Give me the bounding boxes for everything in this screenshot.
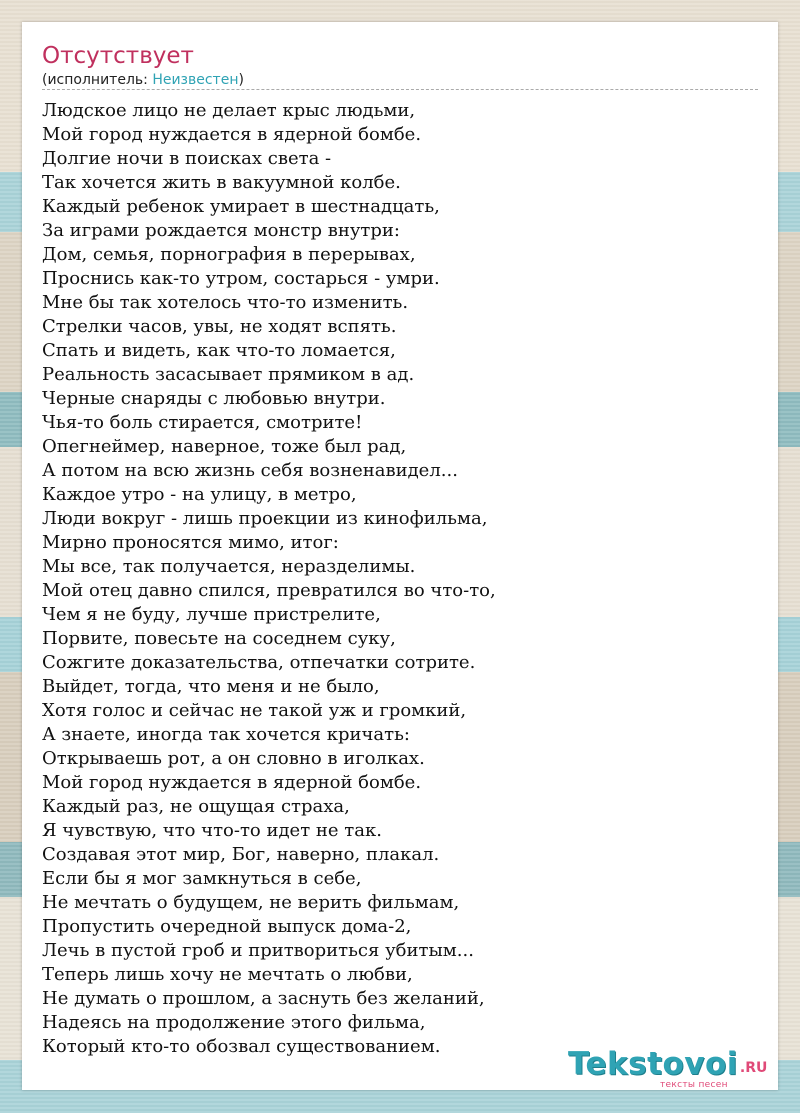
lyric-line: Который кто-то обозвал существованием. [42,1036,441,1057]
lyric-line: За играми рождается монстр внутри: [42,220,400,241]
lyric-line: Я чувствую, что что-то идет не так. [42,820,382,841]
lyric-line: Пропустить очередной выпуск дома-2, [42,916,412,937]
artist-prefix: (исполнитель: [42,72,153,88]
lyric-line: Чем я не буду, лучше пристрелите, [42,604,381,625]
lyric-line: Черные снаряды с любовью внутри. [42,388,386,409]
lyric-line: Порвите, повесьте на соседнем суку, [42,628,396,649]
lyric-line: Стрелки часов, увы, не ходят вспять. [42,316,397,337]
lyric-line: Не мечтать о будущем, не верить фильмам, [42,892,460,913]
lyric-line: Опегнеймер, наверное, тоже был рад, [42,436,407,457]
lyrics-text [42,99,758,1059]
lyric-line: Хотя голос и сейчас не такой уж и громкий, [42,700,467,721]
lyric-line: Так хочется жить в вакуумной колбе. [42,172,401,193]
lyric-line: Если бы я мог замкнуться в себе, [42,868,362,889]
lyric-line: Каждый ребенок умирает в шестнадцать, [42,196,440,217]
logo-domain-suffix: .RU [739,1060,768,1076]
lyric-line: Лечь в пустой гроб и притвориться убитым... [42,940,474,961]
logo-main-text: Tekstovoi [568,1046,738,1082]
lyric-line: Мирно проносятся мимо, итог: [42,532,339,553]
artist-line [42,71,244,89]
lyric-line: Сожгите доказательства, отпечатки сотрите. [42,652,476,673]
lyric-line: Открываешь рот, а он словно в иголках. [42,748,425,769]
lyric-line: Мой город нуждается в ядерной бомбе. [42,124,422,145]
lyric-line: Людское лицо не делает крыс людьми, [42,100,416,121]
lyric-line: Надеясь на продолжение этого фильма, [42,1012,426,1033]
lyric-line: Мой город нуждается в ядерной бомбе. [42,772,422,793]
logo-tagline: тексты песен [660,1080,728,1090]
lyric-line: Мы все, так получается, неразделимы. [42,556,416,577]
lyric-line: Реальность засасывает прямиком в ад. [42,364,415,385]
lyric-line: Каждое утро - на улицу, в метро, [42,484,357,505]
lyric-line: А знаете, иногда так хочется кричать: [42,724,410,745]
lyric-line: Каждый раз, не ощущая страха, [42,796,350,817]
dashed-divider [42,89,758,90]
lyric-line: Создавая этот мир, Бог, наверно, плакал. [42,844,440,865]
lyric-line: Теперь лишь хочу не мечтать о любви, [42,964,413,985]
lyric-line: Мне бы так хотелось что-то изменить. [42,292,409,313]
artist-link[interactable]: Неизвестен [152,72,239,88]
lyric-line: Выйдет, тогда, что меня и не было, [42,676,380,697]
lyric-line: Мой отец давно спился, превратился во что-то, [42,580,496,601]
lyrics-sheet [22,22,778,1090]
lyric-line: Долгие ночи в поисках света - [42,148,332,169]
lyric-line: Спать и видеть, как что-то ломается, [42,340,396,361]
lyric-line: Проснись как-то утром, состарься - умри. [42,268,440,289]
lyric-line: Люди вокруг - лишь проекции из кинофильма, [42,508,488,529]
artist-suffix: ) [238,72,244,88]
lyric-line: Не думать о прошлом, а заснуть без желаний, [42,988,485,1009]
tekstovoi-logo[interactable] [568,1047,767,1091]
lyric-line: А потом на всю жизнь себя возненавидел... [42,460,458,481]
song-title: Отсутствует [42,43,194,69]
lyric-line: Дом, семья, порнография в перерывах, [42,244,416,265]
lyric-line: Чья-то боль стирается, смотрите! [42,412,363,433]
